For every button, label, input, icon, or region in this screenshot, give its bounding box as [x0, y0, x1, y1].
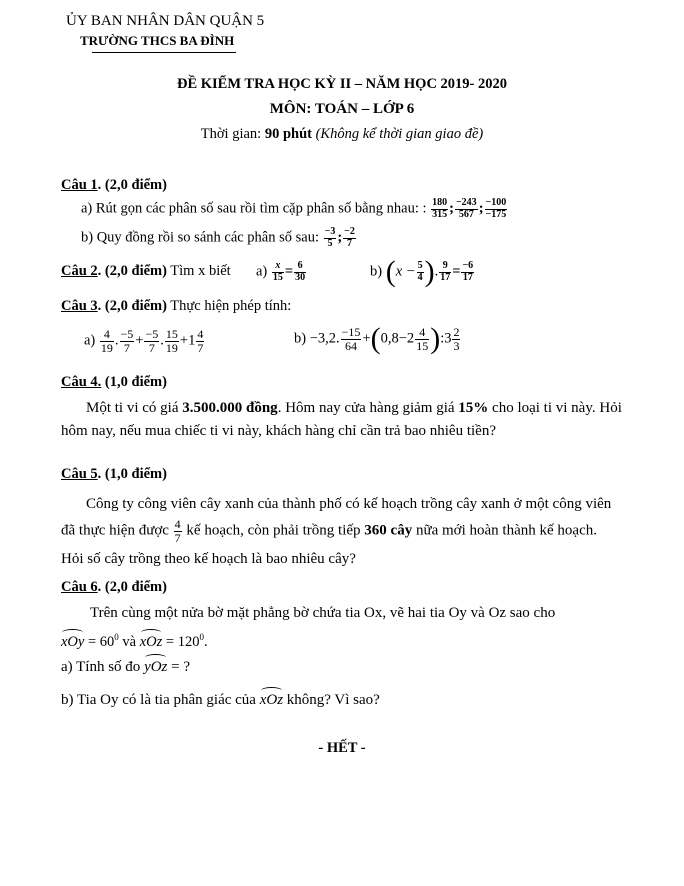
q3-points: . (2,0 điểm): [97, 298, 167, 314]
q5-points: . (1,0 điểm): [97, 466, 167, 482]
q5-heading: [61, 464, 167, 484]
frac-den: 4: [417, 271, 423, 283]
exam-subject: MÔN: TOÁN – LỚP 6: [269, 101, 415, 117]
q4-heading: [61, 372, 167, 392]
frac-num: 2: [453, 324, 460, 339]
q3-a-frac-4: [165, 328, 179, 354]
q2-b-frac-2: [439, 261, 451, 283]
q2-part-b: b) (x − $\frac{5}{4}$ ). $\frac{9}{17}$ = $\frac{-6}{17}$: [370, 255, 474, 288]
q4-points: (1,0 điểm): [101, 374, 167, 390]
q5-text: nữa mới hoàn thành kế hoạch.: [412, 522, 597, 539]
frac-den: 7: [123, 340, 130, 355]
frac-num: 180: [432, 197, 448, 208]
q1-part-a: a) Rút gọn các phân số sau rồi tìm cặp phân số bằng nhau: : $\frac{180}{315}$ ; $\frac{-243}{567}$ ; $\frac{-100}{-175}$: [81, 197, 507, 220]
frac-num: −3: [324, 226, 336, 237]
q1-a-frac-1: [431, 198, 448, 220]
frac-num: −6: [462, 260, 474, 271]
q1-a-frac-3: [485, 198, 508, 220]
frac-num: −243: [455, 197, 477, 208]
frac-den: 64: [345, 338, 358, 353]
time-value: 90 phút: [264, 126, 312, 142]
q4-paragraph-line-2: hôm nay, nếu mua chiếc ti vi này, khách hàng chỉ cần trả bao nhiêu tiền?: [61, 423, 496, 439]
exam-time: [0, 124, 684, 144]
angle-xoz: xOz: [259, 692, 284, 708]
q6-part-b: [61, 690, 380, 710]
frac-num: 6: [294, 261, 306, 273]
q5-text: kế hoạch, còn phải trồng tiếp: [182, 522, 365, 539]
frac-den: 15: [416, 338, 429, 353]
frac-den: 315: [432, 208, 448, 220]
frac-num: 5: [417, 260, 423, 271]
q3-b-label: b): [294, 330, 307, 347]
q2-a-frac-2: [294, 261, 306, 283]
q5-label: Câu 5: [61, 466, 98, 482]
q5-paragraph-line-3: Hỏi số cây trồng theo kế hoạch là bao nhiêu cây?: [61, 551, 356, 567]
q4-price: 3.500.000 đồng: [182, 400, 278, 416]
conjunction: và: [118, 633, 140, 650]
q1-a-frac-2: [455, 198, 478, 220]
q2-a-label: a): [256, 263, 268, 280]
frac-den: −175: [485, 208, 507, 220]
committee-name: ỦY BAN NHÂN DÂN QUẬN 5: [66, 13, 265, 29]
frac-den: 30: [295, 271, 306, 283]
q1-label: Câu 1: [61, 177, 98, 193]
q4-paragraph-line-1: [86, 398, 622, 418]
frac-den: 17: [462, 271, 473, 283]
frac-num: −15: [341, 324, 361, 339]
q6-points: . (2,0 điểm): [97, 579, 167, 595]
frac-den: 7: [148, 340, 155, 355]
equals-sign: =: [452, 263, 461, 280]
q6-a-text: a) Tính số đo: [61, 659, 145, 675]
q5-text: đã thực hiện được: [61, 522, 169, 539]
q1-b-frac-1: [324, 227, 337, 249]
q3-b-inner: 0,8−2: [380, 330, 415, 347]
frac-den: 5: [327, 237, 333, 249]
q2-b-frac-3: [461, 261, 474, 283]
q3-part-b: b) −3,2. $\frac{-15}{64}$ +(0,8−2 $\frac{4}{15}$ ):3 $\frac{2}{3}$: [294, 322, 460, 355]
frac-num: −100: [485, 197, 507, 208]
frac-den: 7: [347, 237, 353, 249]
angle-xoy: xOy: [61, 633, 85, 650]
frac-den: 19: [165, 340, 178, 355]
frac-num: 4: [100, 328, 114, 342]
q1-part-b: b) Quy đồng rồi so sánh các phân số sau: $\frac{-3}{5}$ ; $\frac{-2}{7}$: [81, 226, 355, 249]
q6-part-a: [61, 657, 190, 677]
frac-den: 7: [197, 340, 204, 355]
q4-text: Một ti vi có giá: [86, 400, 183, 416]
frac-den: 7: [174, 530, 181, 545]
header-underline: [92, 52, 236, 53]
period: .: [203, 633, 208, 650]
plus-one: +1: [179, 332, 196, 349]
angle-value: = 60: [84, 633, 115, 650]
frac-num: −5: [120, 327, 134, 341]
frac-den: 15: [272, 271, 283, 283]
angle-value: = 120: [162, 633, 200, 650]
q2-a-frac-1: [272, 261, 284, 283]
angle-xoz: xOz: [139, 633, 163, 650]
dot: .: [434, 263, 439, 280]
q3-a-frac-1: [100, 328, 114, 354]
exam-title: ĐỀ KIỂM TRA HỌC KỲ II – NĂM HỌC 2019- 2020: [176, 76, 508, 92]
q6-paragraph-line-1: Trên cùng một nửa bờ mặt phẳng bờ chứa tia Ox, vẽ hai tia Oy và Oz sao cho: [90, 605, 556, 621]
frac-num: 4: [174, 517, 181, 531]
frac-num: x: [272, 261, 284, 273]
school-name: TRƯỜNG THCS BA ĐÌNH: [80, 33, 235, 48]
plus-sign: +: [135, 332, 144, 349]
q2-prompt: Tìm x biết: [166, 263, 231, 279]
frac-den: 17: [440, 271, 451, 283]
q3-b-frac-1: [341, 326, 362, 352]
plus-sign: +: [362, 330, 371, 347]
time-prefix: Thời gian:: [200, 126, 265, 142]
end-marker: - HẾT -: [318, 740, 366, 756]
frac-num: −5: [145, 327, 159, 341]
q6-b-end: không? Vì sao?: [283, 692, 380, 708]
q5-trees: 360 cây: [364, 522, 413, 539]
q2-part-a: [256, 261, 307, 283]
q4-text: . Hôm nay cửa hàng giảm giá: [277, 400, 459, 416]
time-note: (Không kể thời gian giao đề): [315, 126, 484, 142]
q3-b-start: −3,2.: [309, 330, 340, 347]
q3-label: Câu 3: [61, 298, 98, 314]
q2-b-expr: x −: [395, 263, 416, 280]
q6-label: Câu 6: [61, 579, 98, 595]
q2-b-frac-1: [417, 261, 424, 283]
q3-b-frac-2: [415, 326, 429, 352]
q1-b-text: b) Quy đồng rồi so sánh các phân số sau:: [81, 229, 319, 246]
frac-den: 3: [453, 338, 460, 353]
q6-heading: [61, 577, 167, 597]
frac-num: 9: [439, 261, 451, 273]
degree-mark: 0: [114, 632, 119, 642]
q1-a-text: a) Rút gọn các phân số sau rồi tìm cặp phân số bằng nhau: :: [81, 200, 427, 217]
frac-den: 19: [100, 340, 113, 355]
q6-a-end: = ?: [167, 659, 191, 675]
q3-b-frac-3: [452, 326, 460, 352]
q1-b-frac-2: [343, 227, 356, 249]
q3-prompt: Thực hiện phép tính:: [166, 298, 292, 314]
frac-num: −2: [344, 226, 355, 237]
q1-points: . (2,0 điểm): [97, 177, 167, 193]
q2-b-label: b): [370, 263, 383, 280]
q2-label: Câu 2: [61, 263, 98, 279]
angle-yoz: yOz: [144, 659, 168, 675]
frac-den: 567: [458, 208, 474, 220]
frac-num: 4: [197, 327, 204, 341]
frac-num: 15: [165, 327, 178, 341]
q1-heading: [61, 175, 167, 195]
q4-percent: 15%: [458, 400, 489, 416]
q5-frac: [174, 518, 182, 544]
q5-paragraph-line-2: [61, 518, 597, 544]
q6-b-text: b) Tia Oy có là tia phân giác của: [61, 692, 260, 708]
q3-a-label: a): [84, 332, 96, 349]
degree-mark: 0: [199, 632, 204, 642]
q3-heading: [61, 296, 291, 316]
q3-a-frac-5: [196, 328, 204, 354]
q3-part-a: a) $\frac{4}{19}$ . $\frac{-5}{7}$ + $\frac{-5}{7}$ . $\frac{15}{19}$ +1 $\frac{4}{7}$: [84, 327, 204, 355]
q4-text: cho loại ti vi này. Hỏi: [488, 400, 622, 416]
q6-angles: [61, 627, 208, 652]
q4-label: Câu 4.: [61, 374, 102, 390]
q3-b-div: :3: [440, 330, 452, 347]
q2-points: . (2,0 điểm): [97, 263, 167, 279]
q3-a-frac-3: [144, 328, 159, 354]
q5-paragraph-line-1: Công ty công viên cây xanh của thành phố có kế hoạch trồng cây xanh ở một công viên: [86, 496, 612, 512]
frac-num: 4: [415, 326, 429, 340]
q2-heading: [61, 261, 231, 281]
q3-a-frac-2: [120, 328, 135, 354]
equals-sign: =: [284, 263, 294, 280]
